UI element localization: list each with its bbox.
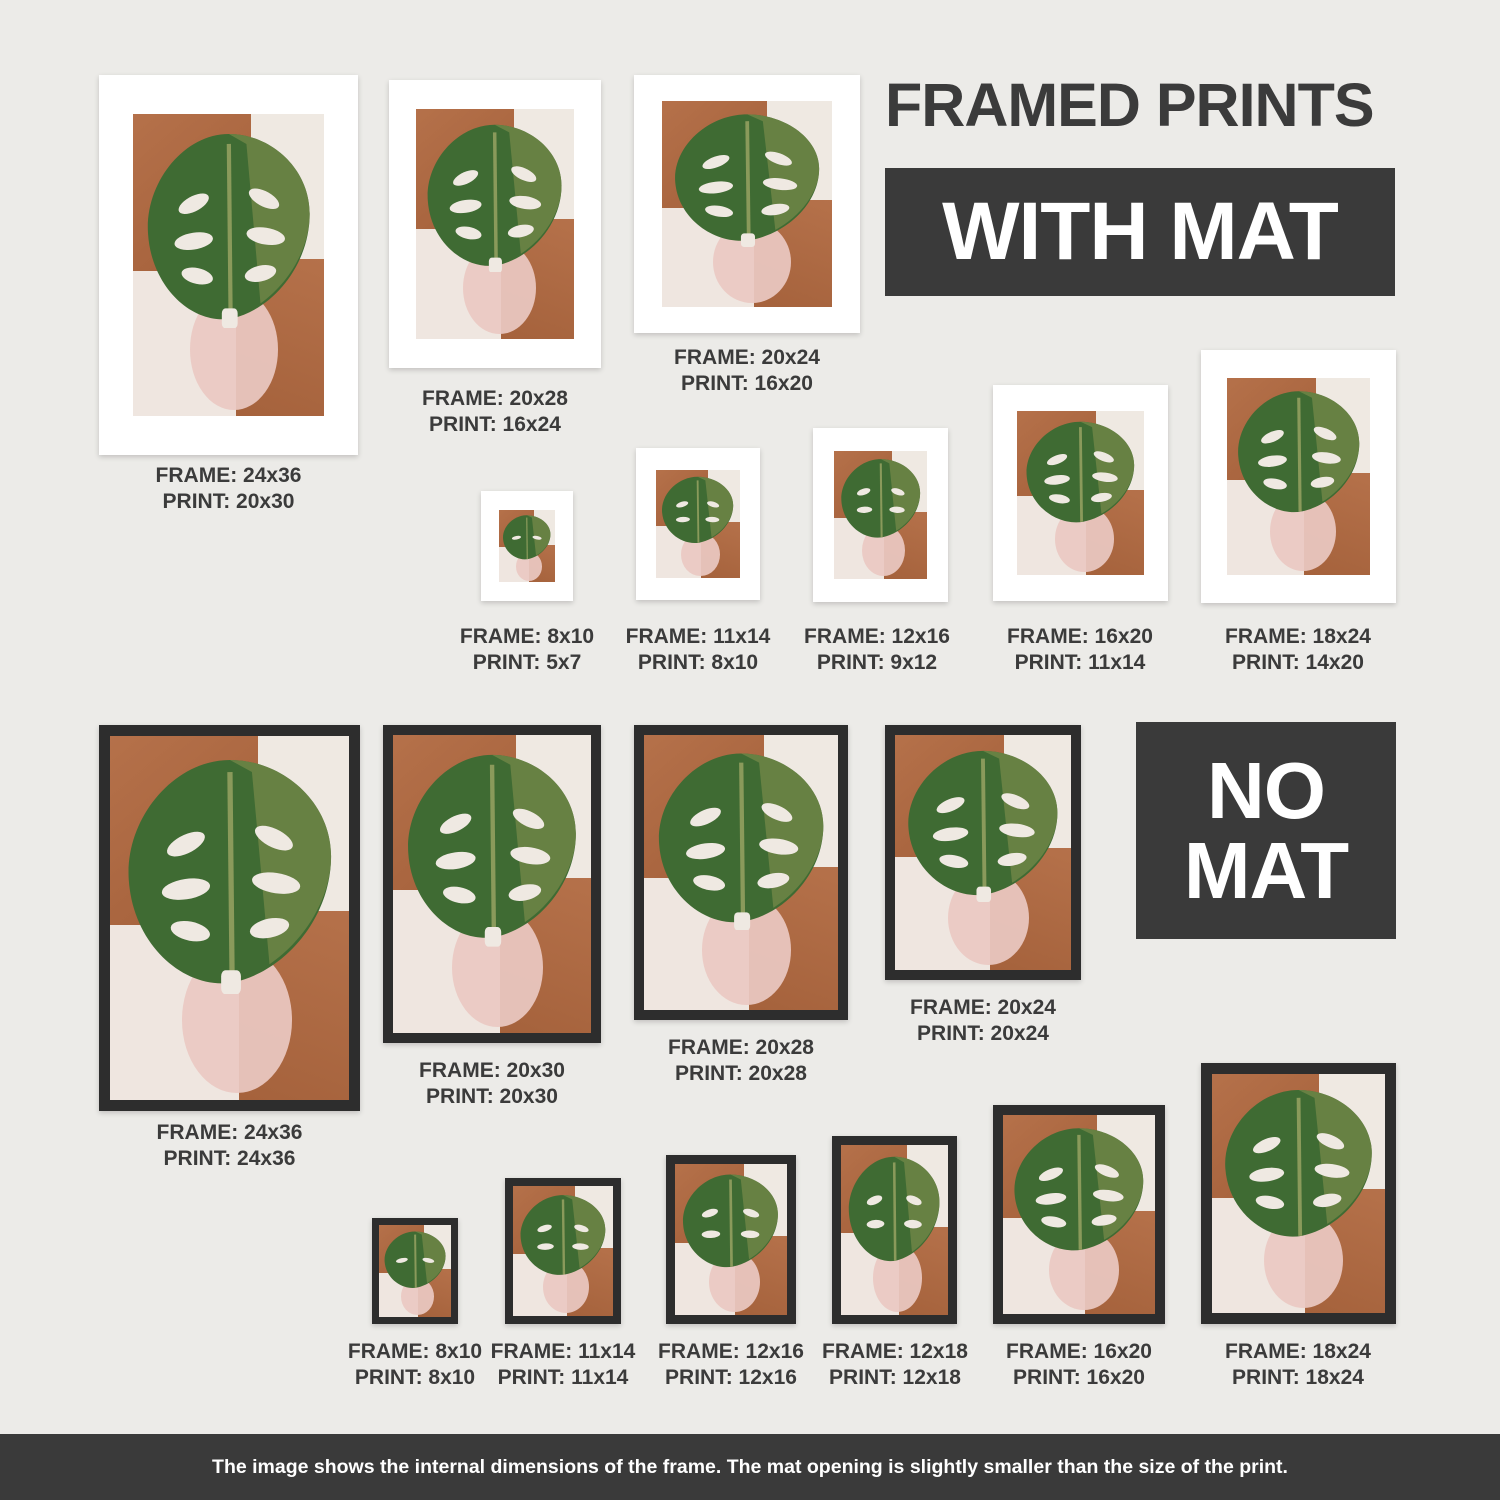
monstera-leaf-icon (1022, 419, 1139, 527)
frame-size-label: FRAME: 20x28 (668, 1036, 814, 1059)
caption-no-mat-8x10 (345, 1339, 485, 1390)
no-mat-line-1: NO (1207, 745, 1325, 835)
artwork (841, 1145, 948, 1315)
artwork (110, 736, 349, 1100)
frame-size-label: FRAME: 24x36 (155, 464, 302, 487)
monstera-leaf-icon (838, 457, 924, 541)
print-size-label: PRINT: 16x20 (681, 371, 813, 395)
print-size-label: PRINT: 14x20 (1232, 650, 1364, 674)
no-mat-banner (1136, 722, 1396, 939)
artwork (393, 735, 591, 1033)
frame-size-label: FRAME: 20x28 (422, 387, 568, 410)
print-size-label: PRINT: 16x24 (429, 412, 561, 436)
frame-no-mat-12x18[interactable] (832, 1136, 957, 1324)
monstera-leaf-icon (902, 747, 1064, 902)
caption-no-mat-12x16 (656, 1339, 806, 1390)
print-size-label: PRINT: 12x18 (829, 1365, 961, 1389)
caption-no-mat-18x24 (1223, 1339, 1373, 1390)
artwork (662, 101, 832, 307)
print-size-label: PRINT: 11x14 (497, 1365, 629, 1389)
frame-size-label: FRAME: 16x20 (1006, 1340, 1152, 1363)
frame-size-label: FRAME: 18x24 (1225, 1340, 1371, 1363)
monstera-leaf-icon (669, 111, 825, 247)
monstera-leaf-icon (1009, 1125, 1149, 1256)
monstera-leaf-icon (652, 749, 830, 931)
monstera-leaf-icon (1219, 1086, 1378, 1244)
artwork (513, 1186, 613, 1316)
monstera-leaf-icon (679, 1172, 782, 1272)
print-size-label: PRINT: 20x30 (162, 489, 295, 513)
frame-with-mat-12x16[interactable] (813, 428, 948, 602)
artwork (675, 1164, 787, 1315)
caption-with-mat-8x10 (457, 624, 597, 675)
print-size-label: PRINT: 9x12 (816, 650, 938, 674)
print-size-label: PRINT: 20x24 (917, 1021, 1049, 1045)
caption-no-mat-20x30 (372, 1058, 612, 1109)
frame-with-mat-18x24[interactable] (1201, 350, 1396, 603)
frame-size-label: FRAME: 11x14 (625, 625, 771, 648)
frame-no-mat-20x30[interactable] (383, 725, 601, 1043)
caption-with-mat-18x24 (1223, 624, 1373, 675)
artwork (644, 735, 838, 1010)
artwork (834, 451, 927, 579)
frame-with-mat-16x20[interactable] (993, 385, 1168, 601)
frame-no-mat-20x24[interactable] (885, 725, 1081, 980)
frame-size-label: FRAME: 16x20 (1007, 625, 1153, 648)
frame-no-mat-16x20[interactable] (993, 1105, 1165, 1324)
frame-size-label: FRAME: 20x24 (910, 996, 1056, 1019)
print-size-label: PRINT: 16x20 (1013, 1365, 1145, 1389)
artwork (1227, 378, 1370, 575)
caption-with-mat-20x28 (375, 386, 615, 437)
monstera-leaf-icon (422, 121, 567, 273)
print-size-label: PRINT: 12x16 (665, 1365, 797, 1389)
caption-with-mat-11x14 (623, 624, 773, 675)
artwork (1212, 1074, 1385, 1313)
frame-with-mat-11x14[interactable] (636, 448, 760, 600)
monstera-leaf-icon (659, 475, 736, 546)
artwork (416, 109, 574, 339)
caption-no-mat-20x24 (873, 995, 1093, 1046)
frame-size-label: FRAME: 8x10 (347, 1340, 483, 1363)
monstera-leaf-icon (501, 514, 553, 562)
caption-with-mat-20x24 (627, 345, 867, 396)
print-size-label: PRINT: 20x28 (675, 1061, 807, 1085)
caption-no-mat-12x18 (820, 1339, 970, 1390)
frame-with-mat-8x10[interactable] (481, 491, 573, 601)
monstera-leaf-icon (141, 129, 317, 328)
frame-size-label: FRAME: 20x24 (674, 346, 820, 369)
frame-no-mat-18x24[interactable] (1201, 1063, 1396, 1324)
frame-size-label: FRAME: 8x10 (459, 625, 595, 648)
frame-size-label: FRAME: 20x30 (419, 1059, 565, 1082)
frame-size-label: FRAME: 11x14 (490, 1340, 636, 1363)
print-size-label: PRINT: 8x10 (637, 650, 759, 674)
monstera-leaf-icon (120, 754, 340, 994)
print-size-label: PRINT: 8x10 (354, 1365, 476, 1389)
frame-no-mat-8x10[interactable] (372, 1218, 458, 1324)
monstera-leaf-icon (845, 1154, 943, 1266)
print-size-label: PRINT: 11x14 (1014, 650, 1146, 674)
monstera-leaf-icon (382, 1230, 448, 1291)
caption-no-mat-24x36 (100, 1120, 359, 1171)
print-size-label: PRINT: 18x24 (1232, 1365, 1364, 1389)
frame-size-label: FRAME: 12x18 (822, 1340, 968, 1363)
frame-size-label: FRAME: 24x36 (156, 1121, 303, 1144)
frame-no-mat-12x16[interactable] (666, 1155, 796, 1324)
frame-no-mat-24x36[interactable] (99, 725, 360, 1111)
frame-with-mat-20x28[interactable] (389, 80, 601, 368)
frame-with-mat-24x36[interactable] (99, 75, 358, 455)
print-size-label: PRINT: 5x7 (472, 650, 582, 674)
artwork (1017, 411, 1144, 575)
print-size-label: PRINT: 20x30 (426, 1084, 558, 1108)
caption-with-mat-24x36 (99, 463, 358, 514)
caption-with-mat-12x16 (802, 624, 952, 675)
artwork (656, 470, 740, 578)
caption-no-mat-20x28 (621, 1035, 861, 1086)
caption-no-mat-16x20 (1004, 1339, 1154, 1390)
artwork (1003, 1115, 1155, 1314)
footer-note: The image shows the internal dimensions of the frame. The mat opening is slightly smaller than the size of the print. (0, 1434, 1500, 1500)
no-mat-line-2: MAT (1183, 825, 1349, 915)
frame-no-mat-11x14[interactable] (505, 1178, 621, 1324)
frame-size-label: FRAME: 18x24 (1225, 625, 1371, 648)
caption-with-mat-16x20 (1005, 624, 1155, 675)
frame-no-mat-20x28[interactable] (634, 725, 848, 1020)
with-mat-banner: WITH MAT (885, 168, 1395, 296)
frame-with-mat-20x24[interactable] (634, 75, 860, 333)
artwork (499, 510, 555, 582)
page-title: FRAMED PRINTS (885, 71, 1374, 139)
print-size-label: PRINT: 24x36 (163, 1146, 296, 1170)
artwork (895, 735, 1071, 970)
monstera-leaf-icon (1233, 388, 1365, 518)
monstera-leaf-icon (517, 1193, 609, 1279)
frame-size-label: FRAME: 12x16 (804, 625, 950, 648)
artwork (379, 1225, 451, 1317)
caption-no-mat-11x14 (488, 1339, 638, 1390)
frame-size-label: FRAME: 12x16 (658, 1340, 804, 1363)
monstera-leaf-icon (401, 750, 583, 947)
artwork (133, 114, 324, 416)
